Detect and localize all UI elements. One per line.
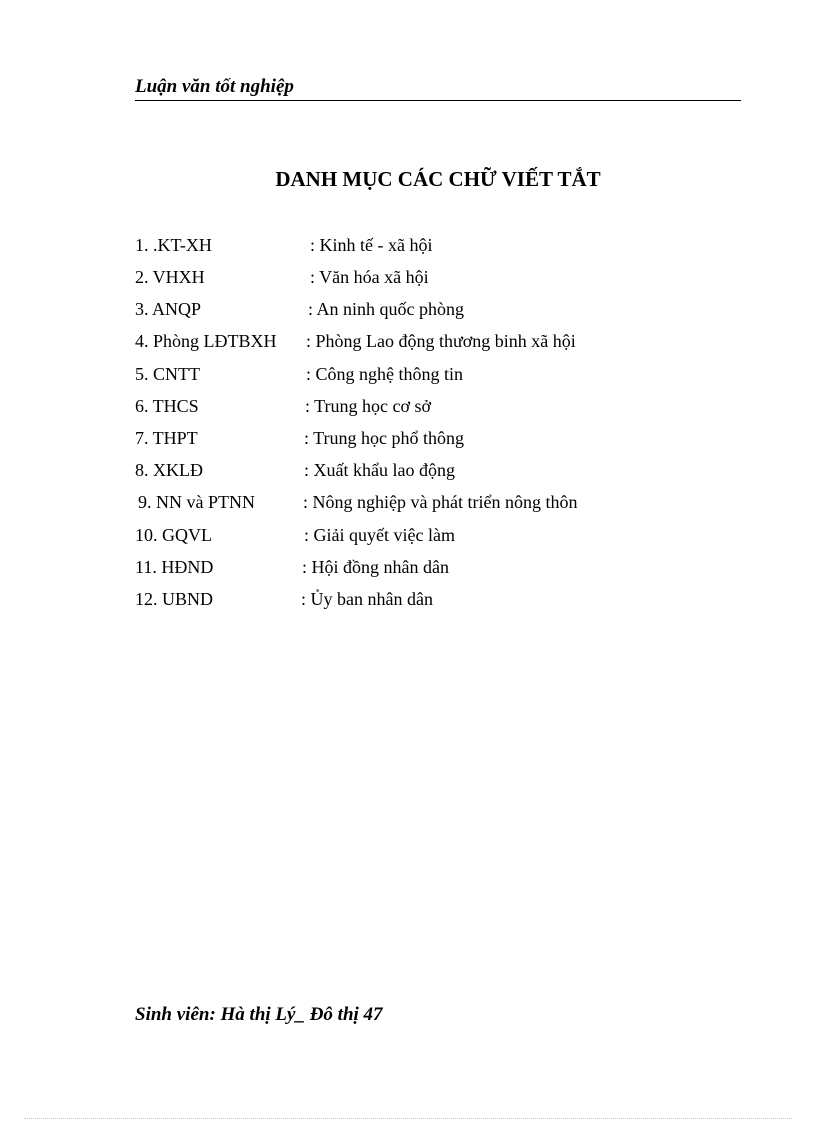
abbreviation-meaning: : Công nghệ thông tin (306, 364, 463, 384)
abbreviation-meaning: : Xuất khẩu lao động (304, 460, 455, 480)
abbreviation-term: 8. XKLĐ (135, 460, 203, 480)
abbreviation-meaning: : Ủy ban nhân dân (301, 589, 433, 609)
page-footer: Sinh viên: Hà thị Lý_ Đô thị 47 (135, 1004, 383, 1025)
abbreviation-term: 4. Phòng LĐTBXH (135, 331, 277, 351)
abbreviation-term: 1. .KT-XH (135, 235, 212, 255)
abbreviation-term: 11. HĐND (135, 557, 214, 577)
abbreviation-term: 9. NN và PTNN (138, 492, 255, 512)
header-title: Luận văn tốt nghiệp (135, 76, 294, 97)
abbreviation-term: 7. THPT (135, 428, 198, 448)
abbreviation-term: 5. CNTT (135, 364, 200, 384)
abbreviation-meaning: : Trung học phổ thông (304, 428, 465, 448)
abbreviation-term: 3. ANQP (135, 299, 202, 319)
abbreviation-meaning: : Văn hóa xã hội (310, 267, 429, 287)
abbreviation-term: 12. UBND (135, 589, 214, 609)
abbreviation-term: 6. THCS (135, 396, 199, 416)
abbreviation-term: 2. VHXH (135, 267, 205, 287)
abbreviation-term: 10. GQVL (135, 525, 212, 545)
abbreviation-meaning: : Phòng Lao động thương binh xã hội (306, 331, 576, 351)
abbreviation-meaning: : Nông nghiệp và phát triển nông thôn (303, 492, 578, 512)
abbreviation-meaning: : Kinh tế - xã hội (310, 235, 433, 255)
abbreviation-meaning: : Giải quyết việc làm (304, 525, 455, 545)
abbreviation-meaning: : An ninh quốc phòng (308, 299, 464, 319)
abbreviation-meaning: : Hội đồng nhân dân (302, 557, 449, 577)
abbreviation-meaning: : Trung học cơ sở (305, 396, 432, 416)
page-edge-divider (24, 1118, 792, 1119)
document-title: DANH MỤC CÁC CHỮ VIẾT TẮT (275, 167, 601, 191)
